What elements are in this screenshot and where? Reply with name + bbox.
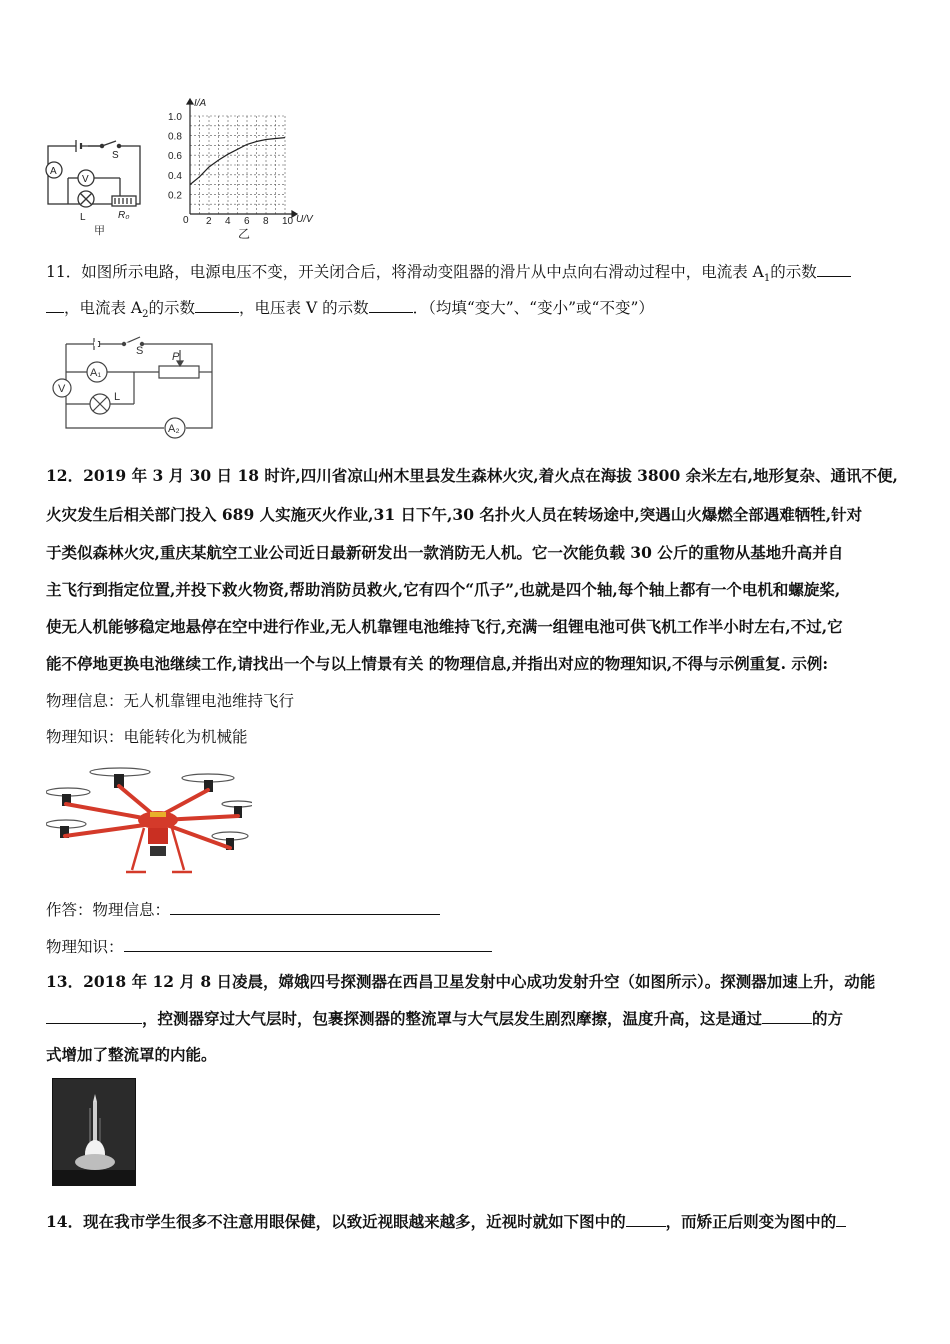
q11-text-2d: ．（均填“变大”、“变小”或“不变”） bbox=[412, 299, 654, 317]
q11-text-1: 11．如图所示电路，电源电压不变，开关闭合后，将滑动变阻器的滑片从中点向右滑动过程中，电流表 A bbox=[46, 263, 764, 281]
q14-blank-2[interactable] bbox=[836, 1212, 846, 1227]
q12-example-info: 物理信息：无人机靠锂电池维持飞行 bbox=[46, 692, 295, 710]
lamp-label: L bbox=[80, 212, 86, 223]
jia-caption: 甲 bbox=[94, 224, 105, 237]
q12-line-5: 使无人机能够稳定地悬停在空中进行作业,无人机靠锂电池维持飞行,充满一组锂电池可供飞机工作半小时左右,不过,它 bbox=[46, 617, 843, 636]
x-tick-label: 6 bbox=[244, 216, 250, 227]
x-tick-label: 4 bbox=[225, 216, 231, 227]
q12-answer-knowledge-line bbox=[46, 937, 492, 957]
x-tick-label: 2 bbox=[206, 216, 212, 227]
voltmeter-label: V bbox=[82, 174, 89, 185]
y-tick-label: 0.6 bbox=[168, 151, 182, 163]
q13-line-2 bbox=[46, 1009, 843, 1029]
q11-a1-label: A₁ bbox=[90, 367, 102, 379]
q11-text-2a: ，电流表 A bbox=[64, 299, 143, 317]
q12-line-2: 火灾发生后相关部门投入 689 人实施灭火作业,31 日下午,30 名扑火人员在转场途中,突遇山火爆燃全部遇难牺牲,针对 bbox=[46, 505, 863, 524]
x-tick-label: 10 bbox=[282, 216, 294, 227]
q12-answer-info-label: 作答：物理信息： bbox=[46, 901, 171, 919]
y-axis-label: I/A bbox=[194, 98, 207, 109]
x-axis-label: U/V bbox=[296, 214, 313, 225]
q11-blank-a1[interactable] bbox=[817, 262, 851, 277]
q11-slider-label: P bbox=[172, 351, 180, 363]
y-tick-label: 1.0 bbox=[168, 112, 182, 123]
q12-line-1: 12．2019 年 3 月 30 日 18 时许,四川省凉山州木里县发生森林火灾,着火点在海拔 3800 余米左右,地形复杂、通讯不便, bbox=[46, 466, 898, 485]
q11-sub-2: 2 bbox=[142, 309, 149, 321]
q12-line-3: 于类似森林火灾,重庆某航空工业公司近日最新研发出一款消防无人机。它一次能负载 30 公斤的重物从基地升高并自 bbox=[46, 543, 844, 562]
rocket-launch-photo bbox=[52, 1078, 136, 1186]
q14-text-1b: ，而矫正后则变为图中的 bbox=[665, 1212, 837, 1231]
circuit-jia-figure bbox=[40, 128, 150, 240]
resistor-label: R₀ bbox=[118, 210, 130, 221]
ammeter-label: A bbox=[50, 166, 57, 177]
x-tick-label: 8 bbox=[263, 216, 269, 227]
y-tick-label: 0.8 bbox=[168, 131, 182, 143]
q12-answer-info-blank[interactable] bbox=[170, 900, 440, 915]
q13-text-2a: ，控测器穿过大气层时，包裹探测器的整流罩与大气层发生剧烈摩擦，温度升高，这是通过 bbox=[142, 1009, 763, 1028]
q11-sub-1: 1 bbox=[763, 273, 771, 285]
y-tick-label: 0.2 bbox=[168, 190, 182, 202]
q11-switch-label: S bbox=[136, 345, 144, 357]
q12-answer-knowledge-label: 物理知识： bbox=[46, 938, 124, 956]
q11-v-label: V bbox=[58, 383, 66, 395]
q13-text-2b: 的方 bbox=[812, 1009, 844, 1028]
q11-circuit-figure bbox=[44, 336, 219, 444]
q11-text-1-end: 的示数 bbox=[770, 263, 817, 281]
q11-text-2b: 的示数 bbox=[148, 299, 196, 317]
q13-blank-kinetic[interactable] bbox=[46, 1009, 142, 1024]
q13-line-1: 13．2018 年 12 月 8 日凌晨，嫦娥四号探测器在西昌卫星发射中心成功发射升空（如图所示）。探测器加速上升，动能 bbox=[46, 972, 876, 991]
q11-blank-a2[interactable] bbox=[195, 298, 239, 313]
drone-image bbox=[46, 762, 252, 880]
q12-example-knowledge: 物理知识：电能转化为机械能 bbox=[46, 728, 248, 746]
q11-blank-a1-cont[interactable] bbox=[46, 298, 64, 313]
q12-line-6: 能不停地更换电池继续工作,请找出一个与以上情景有关 的物理信息,并指出对应的物理知识,不得与示例重复. 示例: bbox=[46, 654, 829, 673]
q12-answer-info-line bbox=[46, 900, 440, 920]
q12-line-4: 主飞行到指定位置,并投下救火物资,帮助消防员救火,它有四个“爪子”,也就是四个轴,每个轴上都有一个电机和螺旋桨, bbox=[46, 580, 841, 599]
y-tick-label: 0.4 bbox=[168, 170, 182, 182]
q13-blank-method[interactable] bbox=[762, 1009, 812, 1024]
origin-label: 0 bbox=[183, 215, 189, 226]
q11-lamp-label: L bbox=[114, 391, 121, 403]
q11-line-2 bbox=[46, 298, 654, 325]
q12-answer-knowledge-blank[interactable] bbox=[124, 937, 492, 952]
yi-caption: 乙 bbox=[238, 227, 251, 241]
q11-a2-label: A₂ bbox=[168, 423, 180, 435]
q11-text-2c: ，电压表 V 的示数 bbox=[239, 299, 369, 317]
switch-label: S bbox=[112, 150, 119, 161]
q14-line-1 bbox=[46, 1212, 846, 1232]
q13-line-3: 式增加了整流罩的内能。 bbox=[46, 1045, 217, 1064]
iu-graph-figure bbox=[166, 96, 326, 242]
q14-text-1a: 14．现在我市学生很多不注意用眼保健，以致近视眼越来越多，近视时就如下图中的 bbox=[46, 1212, 626, 1231]
q14-blank-1[interactable] bbox=[626, 1212, 666, 1227]
q11-blank-v[interactable] bbox=[369, 298, 413, 313]
q11-line-1 bbox=[46, 262, 851, 289]
